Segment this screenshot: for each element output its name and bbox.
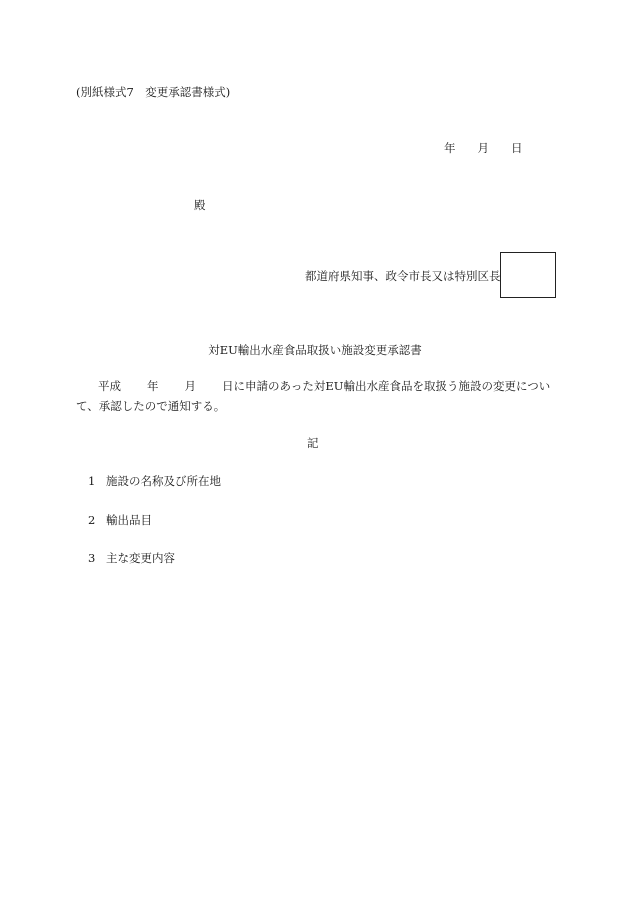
list-item [88,473,221,489]
item-number: 1 [88,474,96,488]
date-year-label: 年 [444,141,456,155]
issuer-name: 都道府県知事、政令市長又は特別区長 [305,269,501,283]
item-label: 施設の名称及び所在地 [106,474,221,488]
date-month-label: 月 [477,141,489,155]
body-paragraph [76,376,552,416]
body-text: 日に申請のあった対EU輸出水産食品を取扱う施設の変更について、承認したので通知する。 [76,379,551,413]
ki-heading: 記 [307,436,319,450]
date-day-label: 日 [511,141,523,155]
form-label: (別紙様式7 変更承認書様式) [76,85,231,99]
seal-box [500,252,556,298]
body-era: 平成 [98,379,121,393]
addressee-suffix: 殿 [194,198,206,212]
item-number: 3 [88,551,96,565]
date-line [444,140,523,156]
list-item [88,512,152,528]
item-label: 主な変更内容 [106,551,175,565]
body-month-label: 月 [184,379,196,393]
item-label: 輸出品目 [106,513,152,527]
body-year-label: 年 [147,379,159,393]
item-number: 2 [88,513,96,527]
document-title: 対EU輸出水産食品取扱い施設変更承認書 [208,343,422,357]
list-item [88,550,175,566]
